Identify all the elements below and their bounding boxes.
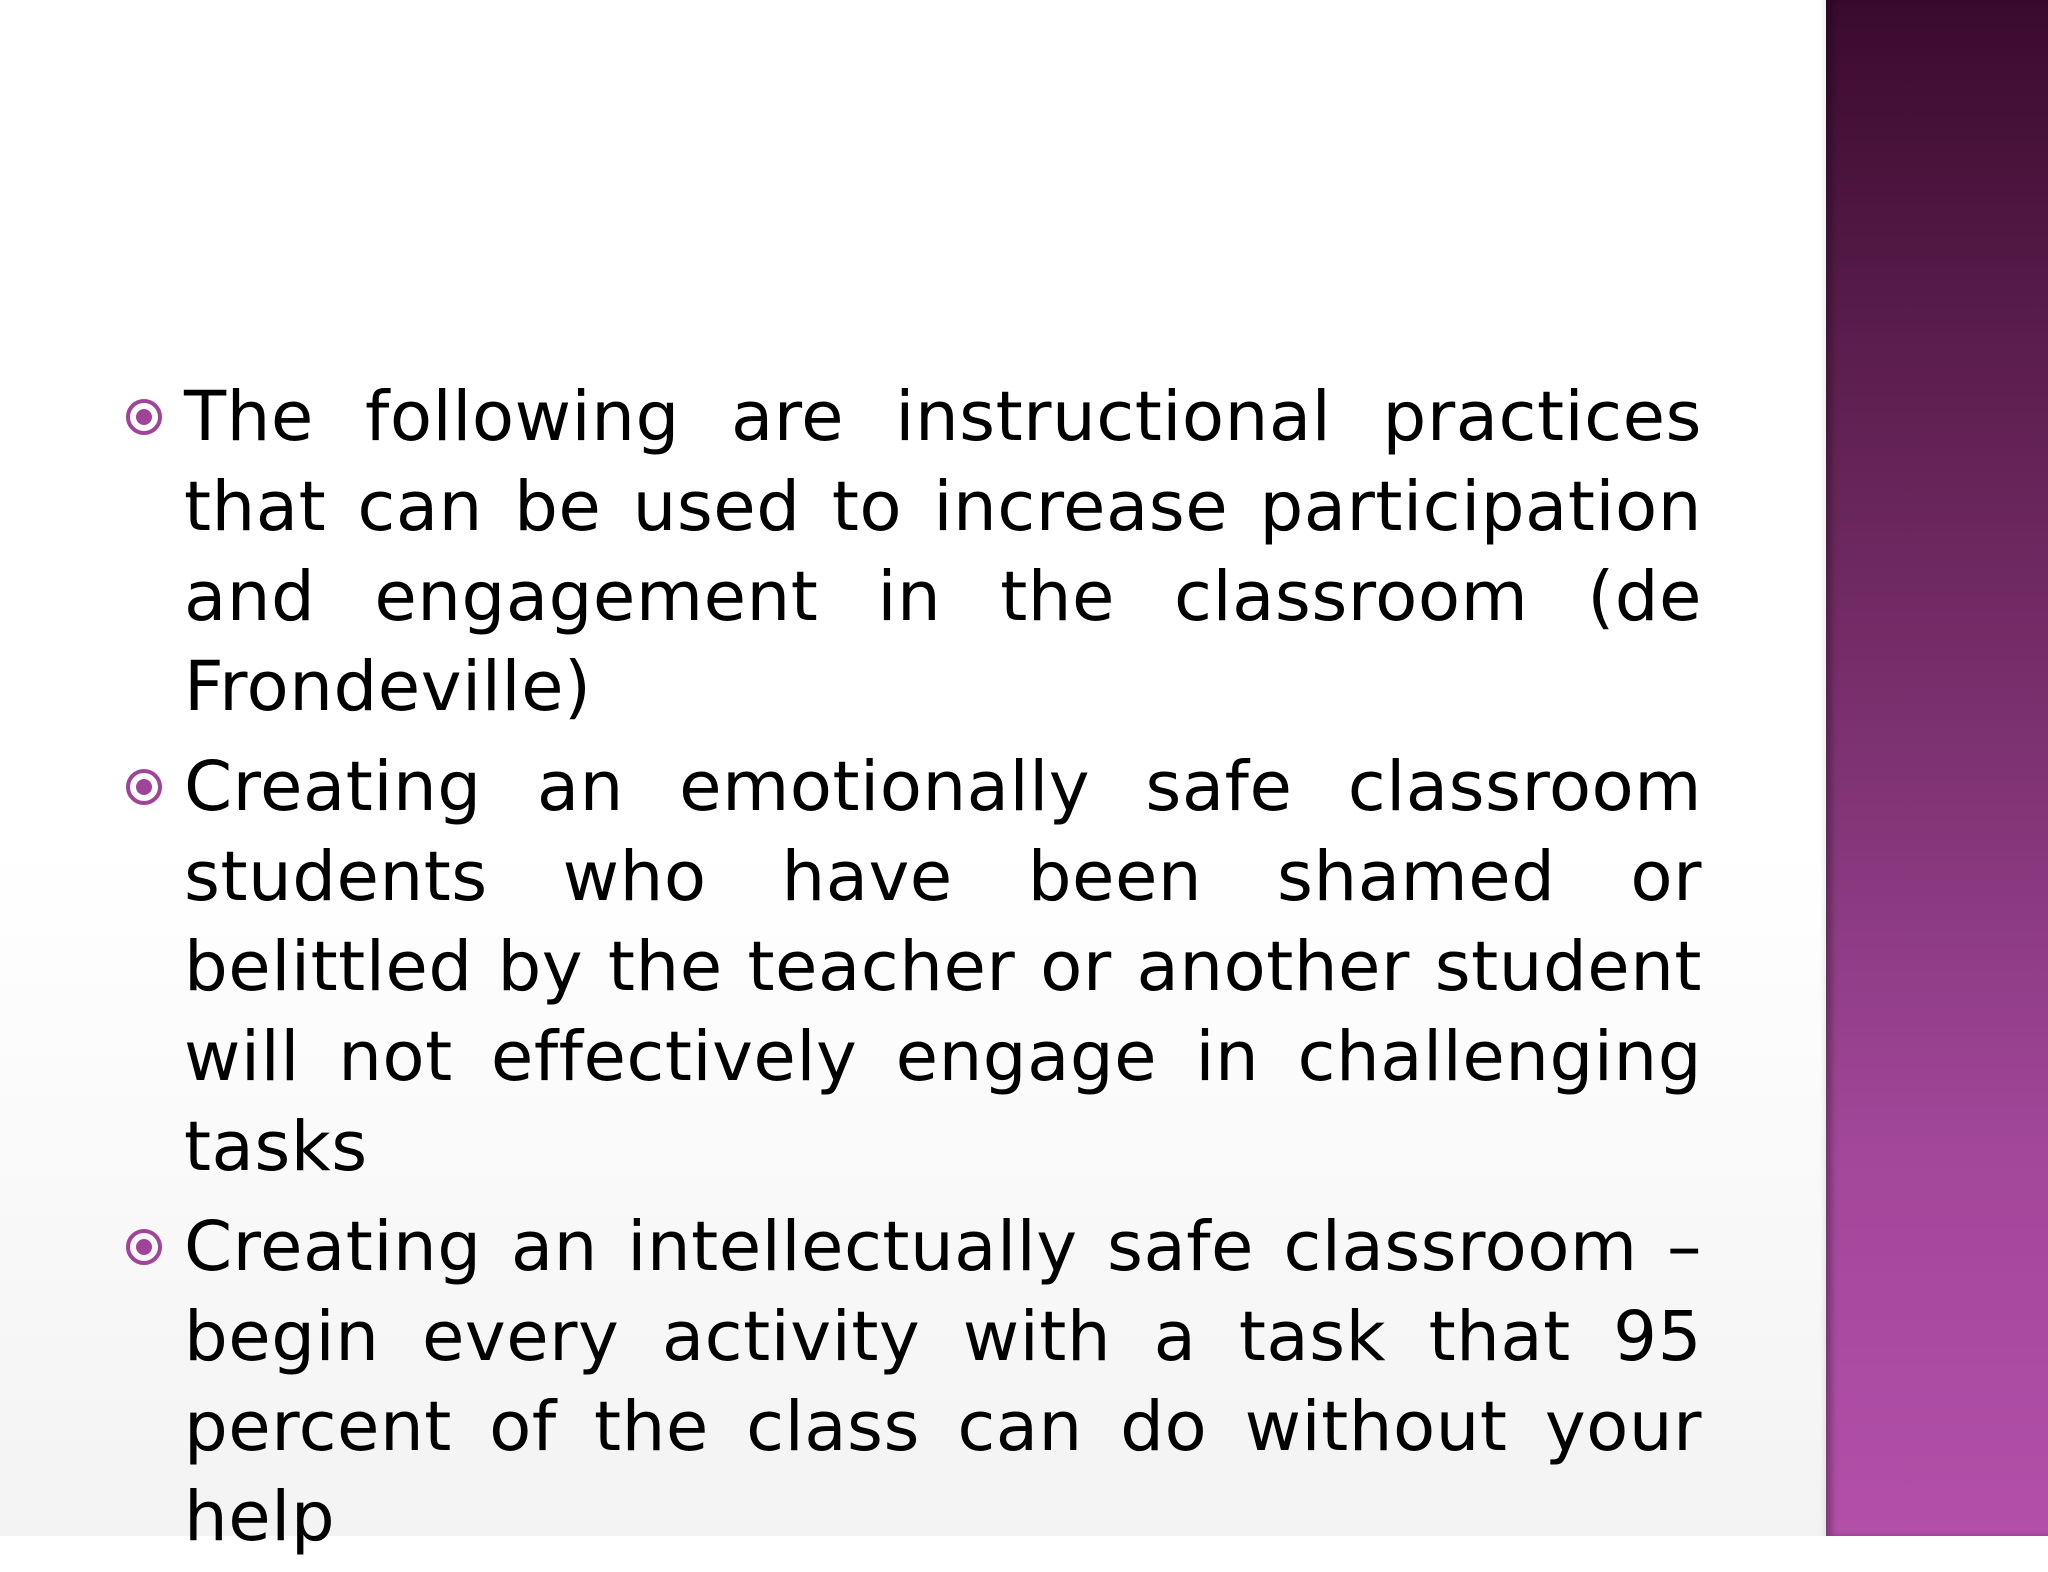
bullet-text: Creating an emotionally safe classroom students who have been shamed or belittled by the teacher or another student will not effectively engage in challenging tasks [184,747,1702,1187]
slide-content [116,372,1702,1572]
bullet-text: Creating an intellectually safe classroom – begin every activity with a task that 95 percent of the class can do without your help [184,1207,1702,1557]
bullet-text: The following are instructional practices that can be used to increase participation and engagement in the classroom (de Frondeville) [184,377,1702,727]
decorative-side-bar [1826,0,2048,1536]
bullet-item [116,372,1702,732]
circle-dot-bullet-icon [116,742,184,832]
bullet-item [116,742,1702,1192]
bullet-item [116,1202,1702,1562]
circle-dot-bullet-icon [116,372,184,462]
circle-dot-bullet-icon [116,1202,184,1292]
